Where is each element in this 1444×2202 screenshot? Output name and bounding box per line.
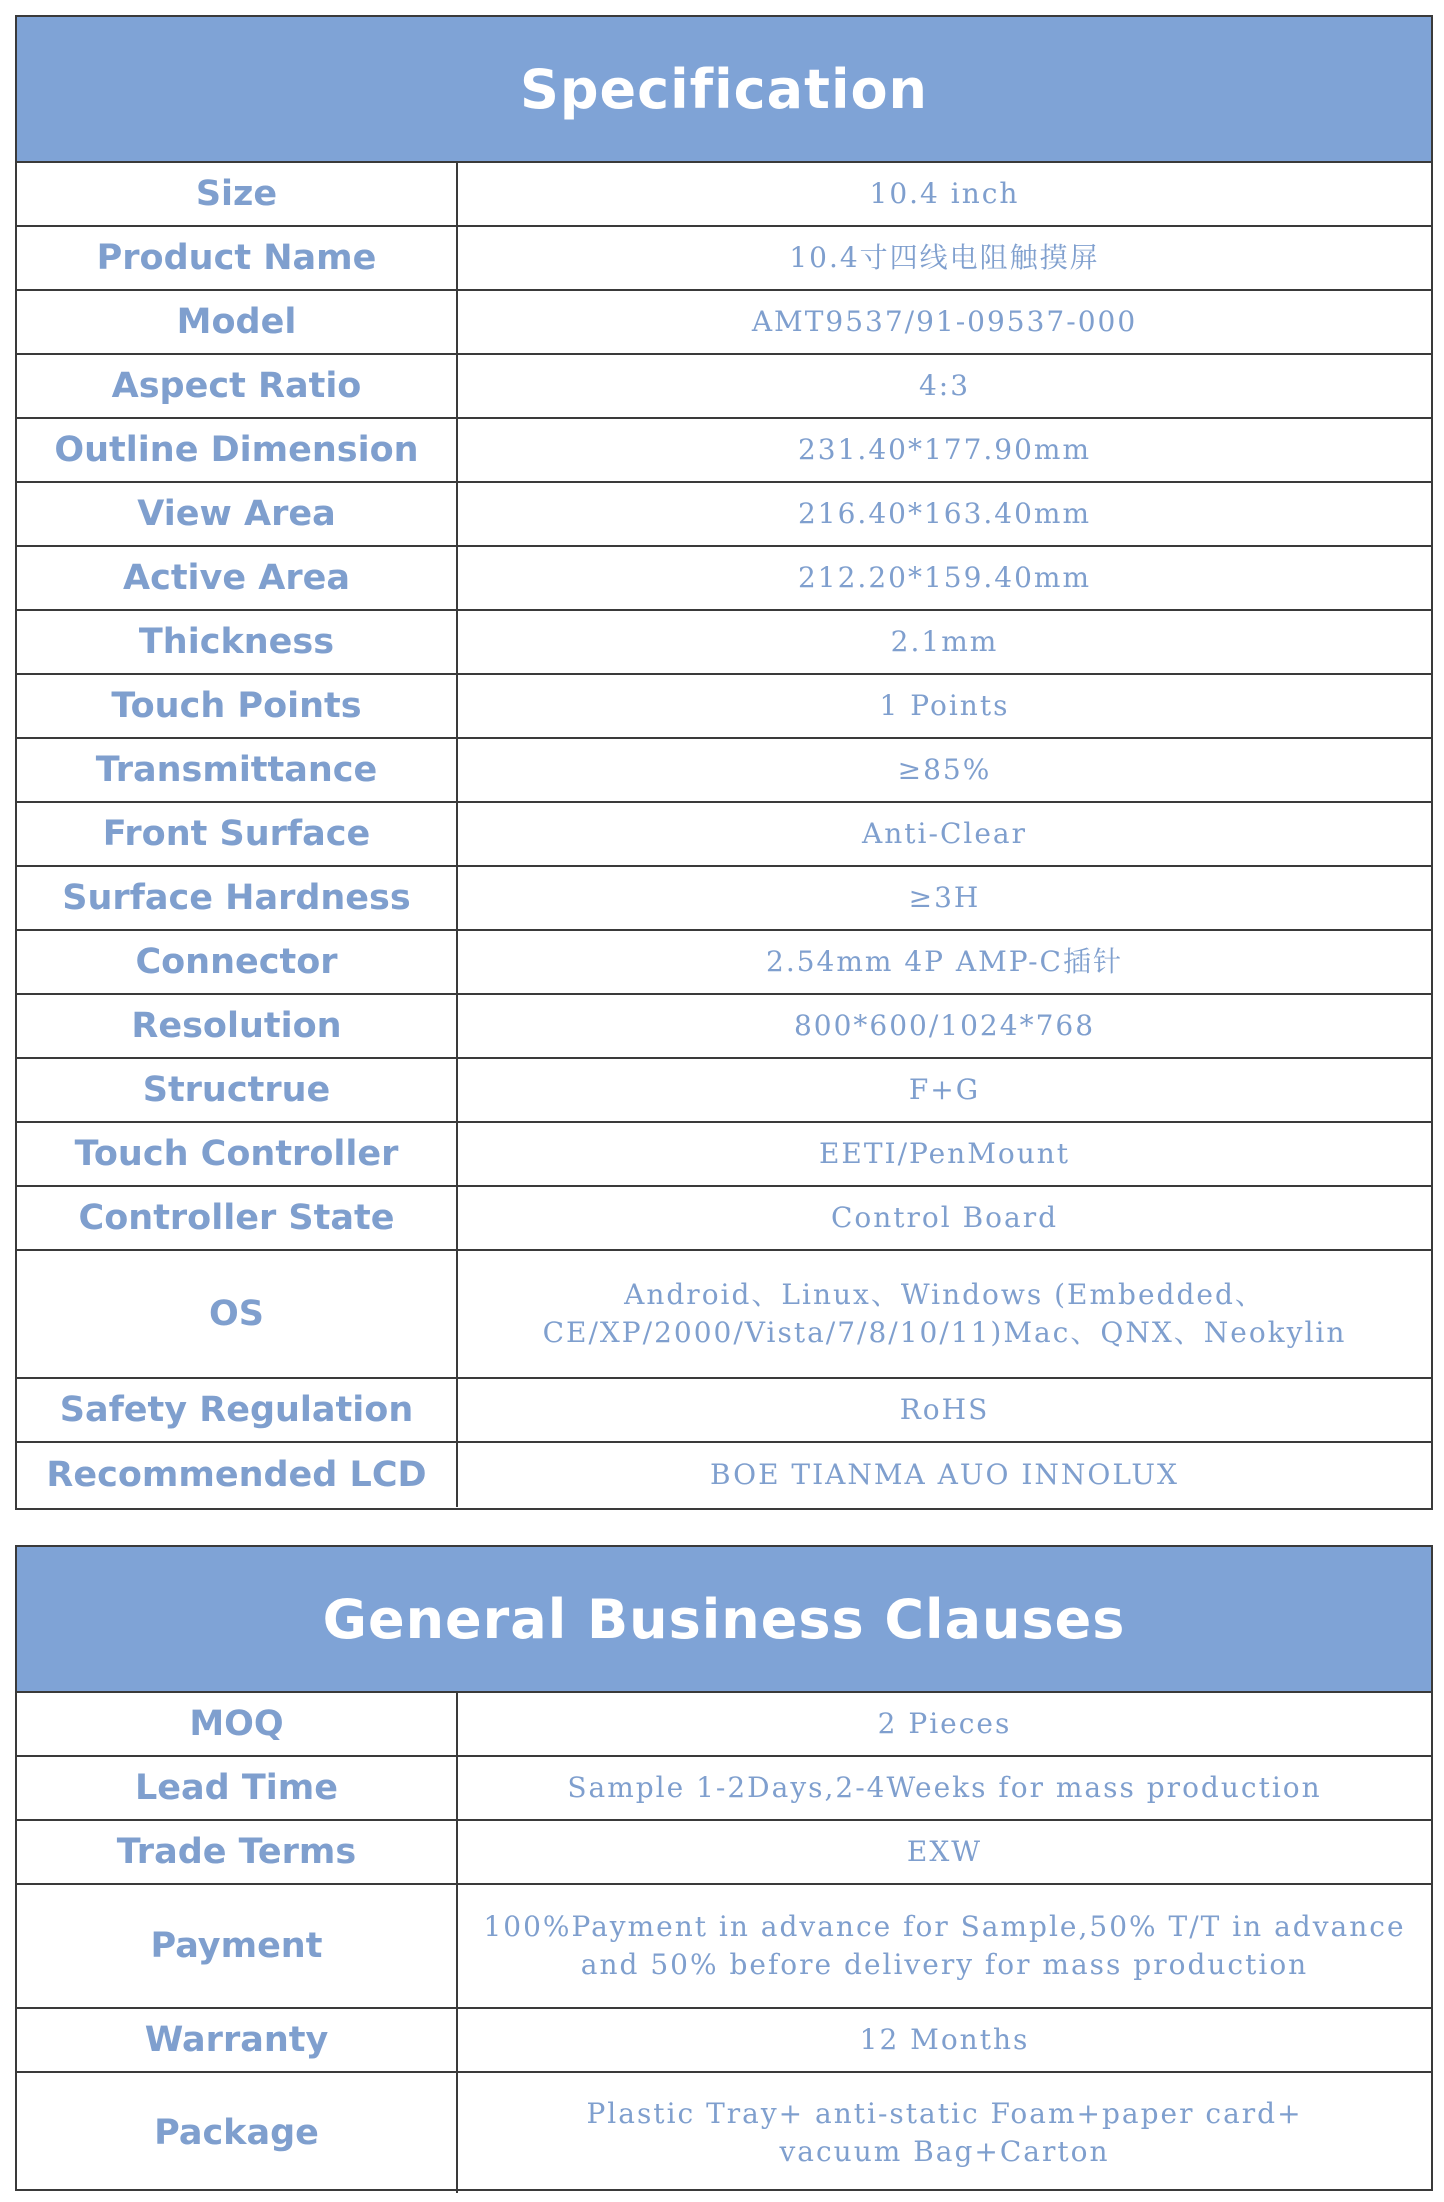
row-value: EXW [906, 1835, 983, 1868]
row-label: Active Area [17, 547, 458, 609]
specification-title: Specification [17, 17, 1431, 163]
table-row [17, 1885, 1431, 2009]
table-row [17, 419, 1431, 483]
row-label: Controller State [17, 1187, 458, 1249]
table-row [17, 1693, 1431, 1757]
row-value: ≥85% [897, 753, 992, 786]
row-label: Front Surface [17, 803, 458, 865]
row-label: Thickness [17, 611, 458, 673]
row-label: Product Name [17, 227, 458, 289]
table-row [17, 739, 1431, 803]
table-row [17, 995, 1431, 1059]
value-line: Plastic Tray+ anti-static Foam+paper card+ [586, 2097, 1303, 2130]
table-row [17, 2009, 1431, 2073]
row-label: Trade Terms [17, 1821, 458, 1883]
row-label: Touch Points [17, 675, 458, 737]
table-row [17, 227, 1431, 291]
row-label: Safety Regulation [17, 1379, 458, 1441]
row-value: 10.4寸四线电阻触摸屏 [789, 241, 1100, 274]
table-row [17, 355, 1431, 419]
row-value: Anti-Clear [862, 817, 1027, 850]
row-value: 1 Points [879, 689, 1010, 722]
row-value: 10.4 inch [869, 177, 1020, 210]
row-value [458, 1885, 1431, 2007]
table-row [17, 547, 1431, 611]
row-label: Touch Controller [17, 1123, 458, 1185]
row-value: 212.20*159.40mm [797, 561, 1092, 594]
table-row [17, 931, 1431, 995]
row-label: Surface Hardness [17, 867, 458, 929]
row-value: 2 Pieces [877, 1707, 1012, 1740]
row-label: Connector [17, 931, 458, 993]
row-value [458, 2073, 1431, 2193]
table-row [17, 1059, 1431, 1123]
row-value: Sample 1-2Days,2-4Weeks for mass production [567, 1771, 1322, 1804]
table-row [17, 803, 1431, 867]
row-label: Aspect Ratio [17, 355, 458, 417]
row-value: RoHS [899, 1393, 990, 1426]
value-line: 100%Payment in advance for Sample,50% T/T in advance [483, 1910, 1406, 1943]
table-row [17, 1187, 1431, 1251]
value-line: CE/XP/2000/Vista/7/8/10/11)Mac、QNX、Neokylin [542, 1316, 1347, 1349]
row-value: F+G [908, 1073, 981, 1106]
value-line: and 50% before delivery for mass production [580, 1948, 1309, 1981]
row-value: 12 Months [859, 2023, 1030, 2056]
row-value: 4:3 [918, 369, 971, 402]
table-row [17, 163, 1431, 227]
row-label: View Area [17, 483, 458, 545]
value-line: vacuum Bag+Carton [779, 2135, 1110, 2168]
row-value: Control Board [830, 1201, 1059, 1234]
row-value [458, 1251, 1431, 1377]
row-label: Package [17, 2073, 458, 2193]
row-value: AMT9537/91-09537-000 [751, 305, 1138, 338]
table-row [17, 483, 1431, 547]
table-row [17, 1379, 1431, 1443]
row-label: Outline Dimension [17, 419, 458, 481]
row-label: Size [17, 163, 458, 225]
business-clauses-title: General Business Clauses [17, 1547, 1431, 1693]
row-label: MOQ [17, 1693, 458, 1755]
row-label: Recommended LCD [17, 1443, 458, 1507]
specification-table [15, 15, 1433, 1510]
row-value: 216.40*163.40mm [797, 497, 1092, 530]
row-label: Resolution [17, 995, 458, 1057]
row-label: Payment [17, 1885, 458, 2007]
row-value: BOE TIANMA AUO INNOLUX [710, 1458, 1179, 1491]
row-label: Lead Time [17, 1757, 458, 1819]
table-row [17, 291, 1431, 355]
value-line: Android、Linux、Windows (Embedded、 [624, 1278, 1265, 1311]
row-value: 2.1mm [890, 625, 999, 658]
row-value: 800*600/1024*768 [793, 1009, 1096, 1042]
row-label: Structrue [17, 1059, 458, 1121]
table-row [17, 1757, 1431, 1821]
table-row [17, 1443, 1431, 1507]
business-clauses-table [15, 1545, 1433, 2191]
table-row [17, 1821, 1431, 1885]
table-row [17, 867, 1431, 931]
row-label: Transmittance [17, 739, 458, 801]
table-row [17, 611, 1431, 675]
table-row [17, 1123, 1431, 1187]
row-label: OS [17, 1251, 458, 1377]
row-value: 2.54mm 4P AMP-C插针 [766, 945, 1123, 978]
table-row [17, 1251, 1431, 1379]
row-label: Warranty [17, 2009, 458, 2071]
table-row [17, 675, 1431, 739]
row-value: EETI/PenMount [818, 1137, 1071, 1170]
row-value: 231.40*177.90mm [797, 433, 1092, 466]
row-value: ≥3H [908, 881, 981, 914]
row-label: Model [17, 291, 458, 353]
table-row [17, 2073, 1431, 2193]
